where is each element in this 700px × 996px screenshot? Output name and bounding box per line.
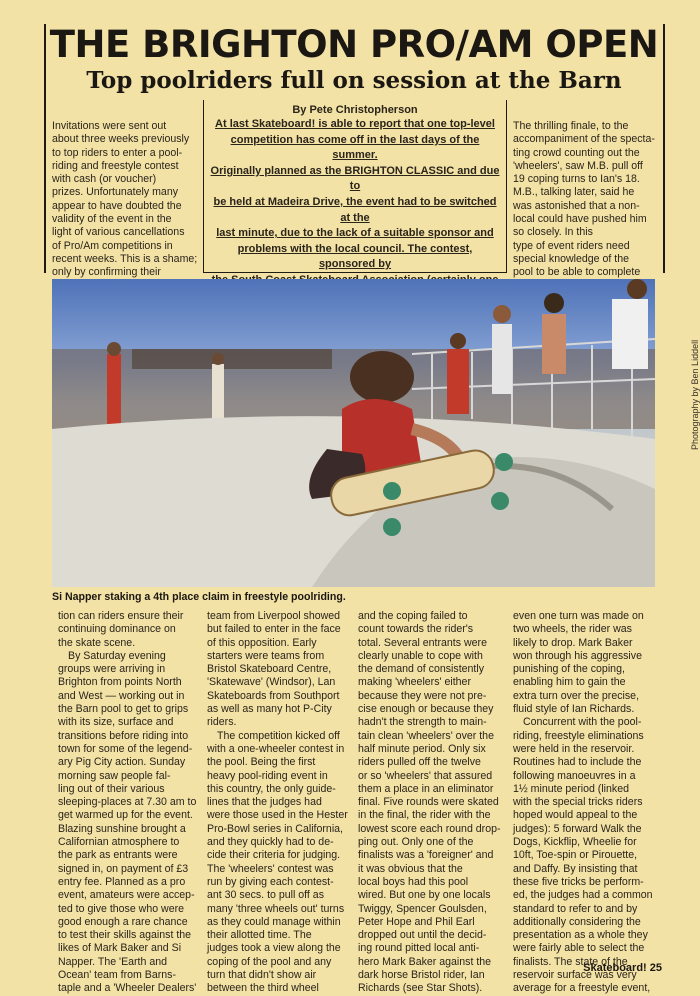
text-line: town for some of the legend-: [58, 742, 193, 755]
text-line: signed in, on payment of £3: [58, 862, 189, 875]
text-line: about three weeks previously: [52, 133, 190, 146]
text-line: riding and freestyle contest: [52, 159, 179, 172]
text-line: ling out of their various: [58, 782, 165, 795]
text-line: morning saw people fal-: [58, 769, 171, 782]
text-line: the demand of consistently: [358, 663, 485, 676]
text-line: additionally considering the: [513, 915, 641, 928]
text-line: extra turn over the precise,: [513, 689, 640, 702]
text-line: were held in the reservoir.: [513, 742, 635, 755]
text-line: ting crowd counting out the: [513, 146, 640, 159]
text-line: of this opposition. Early: [207, 636, 317, 649]
text-line: Californian atmosphere to: [58, 836, 180, 849]
text-line: light of various cancellations: [52, 226, 185, 239]
text-line: won through his aggressive: [513, 649, 642, 662]
text-line: special knowledge of the: [513, 252, 630, 265]
text-line: fluid style of Ian Richards.: [513, 703, 635, 716]
text-line: with a one-wheeler contest in: [207, 742, 345, 755]
text-line: dropped out until the decid-: [358, 929, 487, 942]
text-line: Richards (see Star Shots).: [358, 982, 483, 995]
frame-left-rule: [44, 24, 46, 273]
text-line: or so 'wheelers' that assured: [358, 769, 493, 782]
text-line: following manoeuvres in a: [513, 769, 636, 782]
text-line: two wheels, the rider was: [513, 623, 632, 636]
text-line: presentation as a whole they: [513, 929, 648, 942]
text-line: get warmed up for the event.: [58, 809, 193, 822]
text-line: ing round pitted local anti-: [358, 942, 480, 955]
text-line: The thrilling finale, to the: [513, 120, 629, 132]
text-line: Concurrent with the pool-: [523, 716, 642, 729]
text-line: half minute period. Only six: [358, 742, 486, 755]
skateboarder-photo: [52, 279, 655, 587]
text-line: ant 30 secs. to pull off as: [207, 889, 324, 902]
text-line: pool to be able to complete: [513, 266, 641, 279]
text-line: The 'wheelers' contest was: [207, 862, 334, 875]
text-line: were fairly able to select the: [513, 942, 645, 955]
text-line: riding, freestyle eliminations: [513, 729, 644, 742]
intro-line: be held at Madeira Drive, the event had to be switched at the: [213, 195, 497, 224]
text-line: coping of the pool and any: [207, 955, 332, 968]
text-line: lowest score each round drop-: [358, 822, 501, 835]
text-line: even one turn was made on: [513, 610, 644, 622]
text-line: 'Skatewave' (Windsor), Lan: [207, 676, 336, 689]
text-line: Invitations were sent out: [52, 120, 167, 132]
text-line: likes of Mark Baker and Si: [58, 942, 182, 955]
text-line: hadn't the strength to main-: [358, 716, 487, 729]
text-line: count towards the rider's: [358, 623, 474, 636]
text-line: judges took a view along the: [207, 942, 341, 955]
text-line: was astonished that a non-: [513, 199, 640, 212]
text-line: clearly unable to cope with: [358, 649, 483, 662]
text-line: punishing of the coping,: [513, 663, 625, 676]
text-line: By Saturday evening: [68, 649, 166, 662]
text-line: Routines had to include the: [513, 756, 642, 769]
text-line: ed, the judges had a common: [513, 889, 653, 902]
intro-line: competition has come off in the last days of the summer.: [230, 133, 480, 162]
text-line: between the third wheel: [207, 982, 319, 995]
text-line: in the final, the rider with the: [358, 809, 491, 822]
photo-caption: Si Napper staking a 4th place claim in freestyle poolriding.: [52, 591, 346, 603]
headline: THE BRIGHTON PRO/AM OPEN: [49, 23, 659, 66]
text-line: with its size, surface and: [58, 716, 174, 729]
text-line: 1½ minute period (linked: [513, 782, 630, 795]
text-line: of Pro/Am competitions in: [52, 239, 173, 252]
text-line: accompaniment of the specta-: [513, 133, 655, 146]
text-line: validity of the event in the: [52, 213, 172, 226]
text-line: total. Several entrants were: [358, 636, 487, 649]
body-column-1: [58, 610, 200, 996]
text-line: Napper. The 'Earth and: [58, 955, 168, 968]
text-line: 19 coping turns to Ian's 18.: [513, 173, 640, 186]
text-line: event, amateurs were accep-: [58, 889, 195, 902]
text-line: The competition kicked off: [217, 729, 340, 742]
intro-line: Originally planned as the BRIGHTON CLASSIC and due to: [210, 164, 500, 193]
text-line: cise enough or because they: [358, 703, 494, 716]
text-line: this country, the only guide-: [207, 782, 336, 795]
text-line: them a place in an eliminator: [358, 782, 494, 795]
text-line: and they quickly had to de-: [207, 836, 334, 849]
text-line: turn that didn't show air: [207, 969, 317, 982]
text-line: cide their criteria for judging.: [207, 849, 341, 862]
text-line: Bristol Skateboard Centre,: [207, 663, 332, 676]
text-line: but failed to enter in the face: [207, 623, 341, 636]
text-line: average for a freestyle event,: [513, 982, 651, 995]
text-line: lines that the judges had: [207, 796, 322, 809]
text-line: continuing dominance on: [58, 623, 176, 636]
subheadline: Top poolriders full on session at the Barn: [86, 67, 622, 94]
text-line: tain clean 'wheelers' over the: [358, 729, 494, 742]
top-left-column: [52, 120, 200, 293]
text-line: finalists was a 'foreigner' and: [358, 849, 494, 862]
text-line: ary Pig City action. Sunday: [58, 756, 186, 769]
text-line: to test their skills against the: [58, 929, 192, 942]
text-line: local boys had this pool: [358, 875, 469, 888]
text-line: standard to refer to and by: [513, 902, 638, 915]
text-line: hoped would appeal to the: [513, 809, 638, 822]
text-line: likely to drop. Mark Baker: [513, 636, 633, 649]
text-line: reservoir surface was very: [513, 969, 637, 982]
text-line: to top riders to enter a pool-: [52, 146, 183, 159]
text-line: Skateboards from Southport: [207, 689, 340, 702]
text-line: Peter Hope and Phil Earl: [358, 915, 475, 928]
text-line: groups were arriving in: [58, 663, 166, 676]
text-line: Twiggy, Spencer Goulsden,: [358, 902, 487, 915]
text-line: type of event riders need: [513, 239, 630, 252]
text-line: riders pulled off the twelve: [358, 756, 481, 769]
text-line: their allotted time. The: [207, 929, 312, 942]
text-line: wired. But one by one locals: [358, 889, 491, 902]
building: [132, 349, 332, 369]
text-line: these five tricks be perform-: [513, 875, 644, 888]
photo-illustration: [52, 279, 655, 587]
text-line: recent weeks. This is a shame;: [52, 252, 198, 265]
text-line: many 'three wheels out' turns: [207, 902, 345, 915]
text-line: entry fee. Planned as a pro: [58, 875, 186, 888]
text-line: taple and a 'Wheeler Dealers': [58, 982, 197, 995]
text-line: as well as many hot P-City: [207, 703, 332, 716]
text-line: prizes. Unfortunately many: [52, 186, 179, 199]
body-column-3: [358, 610, 506, 996]
text-line: Blazing sunshine brought a: [58, 822, 186, 835]
text-line: the park as entrants were: [58, 849, 178, 862]
intro-box: [203, 100, 507, 273]
text-line: M.B., talking later, said he: [513, 186, 635, 199]
text-line: were those used in the Hester: [207, 809, 348, 822]
text-line: judges): 5 forward Walk the: [513, 822, 642, 835]
frame-right-rule: [663, 24, 665, 273]
text-line: making 'wheelers' either: [358, 676, 471, 689]
text-line: the skate scene.: [58, 636, 136, 649]
text-line: the pool. Being the first: [207, 756, 316, 769]
text-line: starters were teams from: [207, 649, 325, 662]
text-line: it was obvious that the: [358, 862, 463, 875]
text-line: with cash (or voucher): [52, 173, 157, 186]
text-line: and Daffy. By insisting that: [513, 862, 638, 875]
text-line: ping out. Only one of the: [358, 836, 474, 849]
top-right-column: [513, 120, 661, 293]
text-line: good enough a rare chance: [58, 915, 188, 928]
body-column-2: [207, 610, 352, 996]
intro-line: problems with the local council. The contest, sponsored by: [237, 242, 473, 271]
text-line: 10ft, Toe-spin or Pirouette,: [513, 849, 638, 862]
text-line: tion can riders ensure their: [58, 610, 184, 622]
text-line: ted to give those who were: [58, 902, 185, 915]
text-line: because they were not pre-: [358, 689, 487, 702]
text-line: Pro-Bowl series in California,: [207, 822, 344, 835]
byline: By Pete Christopherson: [292, 104, 418, 116]
text-line: hero Mark Baker against the: [358, 955, 492, 968]
text-line: as they could manage within: [207, 915, 341, 928]
page-footer: Skateboard! 25: [583, 962, 662, 974]
text-line: run by giving each contest-: [207, 875, 334, 888]
intro-line: last minute, due to the lack of a suitable sponsor and: [216, 227, 494, 240]
intro-line: At last Skateboard! is able to report that one top-level: [215, 118, 495, 130]
text-line: and West — working out in: [58, 689, 185, 702]
text-line: the Barn pool to get to grips: [58, 703, 189, 716]
text-line: sleeping-places at 7.30 am to: [58, 796, 197, 809]
text-line: riders.: [207, 716, 237, 729]
photo-credit: Photography by Ben Liddell: [690, 339, 700, 450]
text-line: appear to have doubted the: [52, 199, 182, 212]
text-line: finalists. The state of the: [513, 955, 628, 968]
body-column-4: [513, 610, 663, 996]
text-line: enabling him to gain the: [513, 676, 626, 689]
text-line: 'wheelers', saw M.B. pull off: [513, 159, 643, 172]
text-line: dark horse Bristol rider, Ian: [358, 969, 485, 982]
text-line: local could have pushed him: [513, 213, 647, 226]
text-line: Dogs, Kickflip, Wheelie for: [513, 836, 637, 849]
text-line: team from Liverpool showed: [207, 610, 341, 622]
text-line: Ocean' team from Barns-: [58, 969, 177, 982]
text-line: only by confirming their: [52, 266, 161, 279]
text-line: transitions before riding into: [58, 729, 189, 742]
text-line: Brighton from points North: [58, 676, 182, 689]
text-line: final. Five rounds were skated: [358, 796, 499, 809]
text-line: so closely. In this: [513, 226, 593, 239]
text-line: heavy pool-riding event in: [207, 769, 328, 782]
text-line: with the special tricks riders: [513, 796, 643, 809]
text-line: and the coping failed to: [358, 610, 468, 622]
